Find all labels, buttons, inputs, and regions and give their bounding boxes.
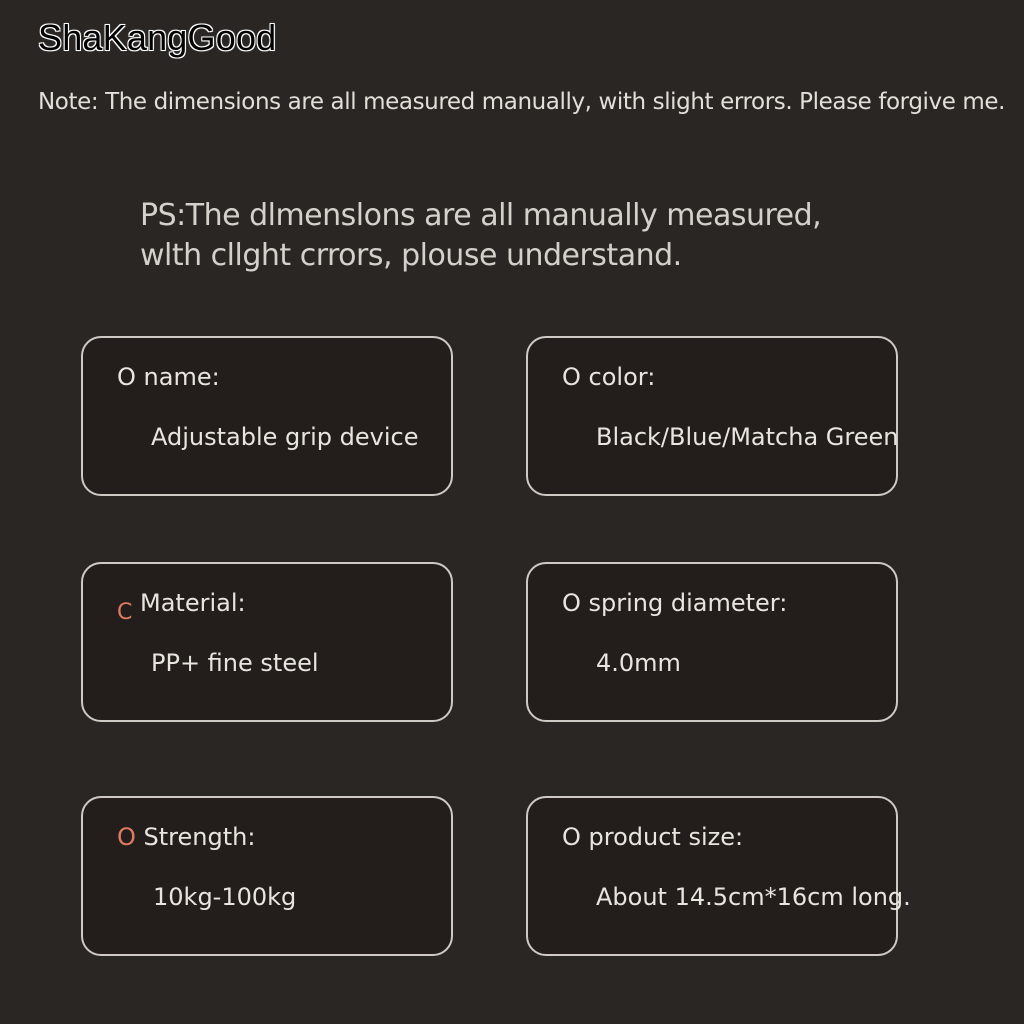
spec-label-row [117,360,220,394]
spec-label: Strength: [143,823,256,851]
spec-label-row [117,820,255,854]
spec-value: Adjustable grip device [151,423,419,451]
spec-value: PP+ fine steel [151,649,319,677]
spec-label: color: [588,363,656,391]
bullet-marker: O [117,363,136,391]
spec-card-spring-diameter [526,562,898,722]
note-text: Note: The dimensions are all measured manually, with slight errors. Please forgive me. [38,89,1006,115]
watermark-bar [0,0,1024,78]
spec-value: 10kg-100kg [153,883,297,911]
spec-label-row [117,586,246,625]
bullet-marker: O [562,363,581,391]
spec-card-strength [81,796,453,956]
ps-line-2: wlth cllght crrors, plouse understand. [140,238,682,273]
spec-card-product-size [526,796,911,956]
brand-watermark: ShaKangGood [38,17,277,58]
spec-label: spring diameter: [588,589,788,617]
ps-text [140,196,900,276]
bullet-marker: O [117,823,136,851]
bullet-marker: C [117,600,133,625]
spec-label-row [562,820,743,854]
spec-card-material [81,562,453,722]
spec-value: 4.0mm [596,649,681,677]
bullet-marker: O [562,823,581,851]
spec-value: Black/Blue/Matcha Green [596,423,899,451]
spec-label-row [562,360,655,394]
spec-label: product size: [588,823,744,851]
spec-label: name: [143,363,220,391]
spec-card-name [81,336,453,496]
ps-line-1: PS:The dlmenslons are all manually measured, [140,198,822,233]
spec-value: About 14.5cm*16cm long. [596,883,911,911]
spec-card-color [526,336,898,496]
spec-label: Material: [140,589,246,617]
bullet-marker: O [562,589,581,617]
spec-label-row [562,586,787,620]
